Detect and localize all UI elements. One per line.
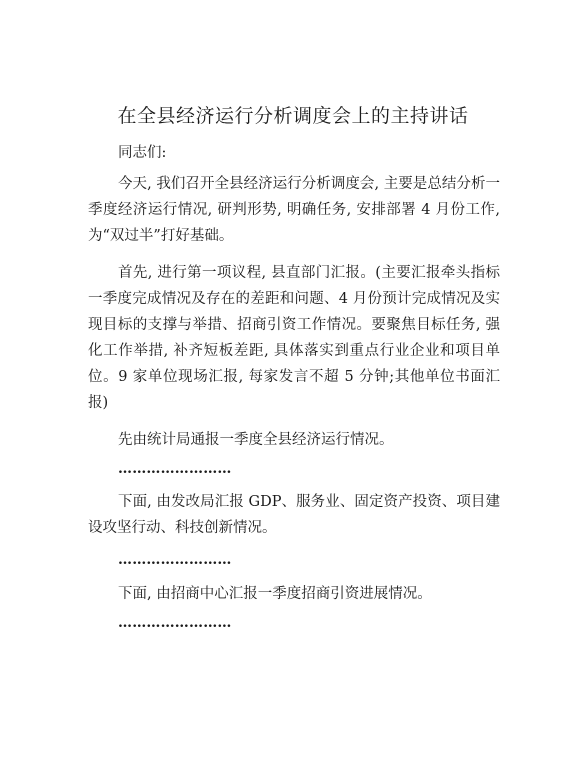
ellipsis-separator: …………………… (118, 461, 232, 477)
paragraph-opening: 今天, 我们召开全县经济运行分析调度会, 主要是总结分析一季度经济运行情况, 研判形势, 明确任务, 安排部署 4 月份工作, 为“双过半”打好基础。 (88, 176, 500, 244)
paragraph-investment-center: 下面, 由招商中心汇报一季度招商引资进展情况。 (118, 586, 432, 602)
paragraph-agenda: 首先, 进行第一项议程, 县直部门汇报。(主要汇报牵头指标一季度完成情况及存在的差距和问题、4 月份预计完成情况及实现目标的支撑与举措、招商引资工作情况。要聚焦目标任务, 强化工作举措, 补齐短板差距, 具体落实到重点行业企业和项目单位。9 家单位现场汇报, 每家发言不超 5 分钟;其他单位书面汇报) (88, 265, 500, 411)
ellipsis-separator: …………………… (118, 552, 232, 568)
ellipsis-separator: …………………… (118, 615, 232, 631)
document-title: 在全县经济运行分析调度会上的主持讲话 (117, 105, 469, 127)
paragraph-statistics-bureau: 先由统计局通报一季度全县经济运行情况。 (118, 432, 394, 448)
greeting: 同志们: (118, 145, 167, 161)
paragraph-development-bureau: 下面, 由发改局汇报 GDP、服务业、固定资产投资、项目建设攻坚行动、科技创新情况。 (88, 494, 500, 536)
